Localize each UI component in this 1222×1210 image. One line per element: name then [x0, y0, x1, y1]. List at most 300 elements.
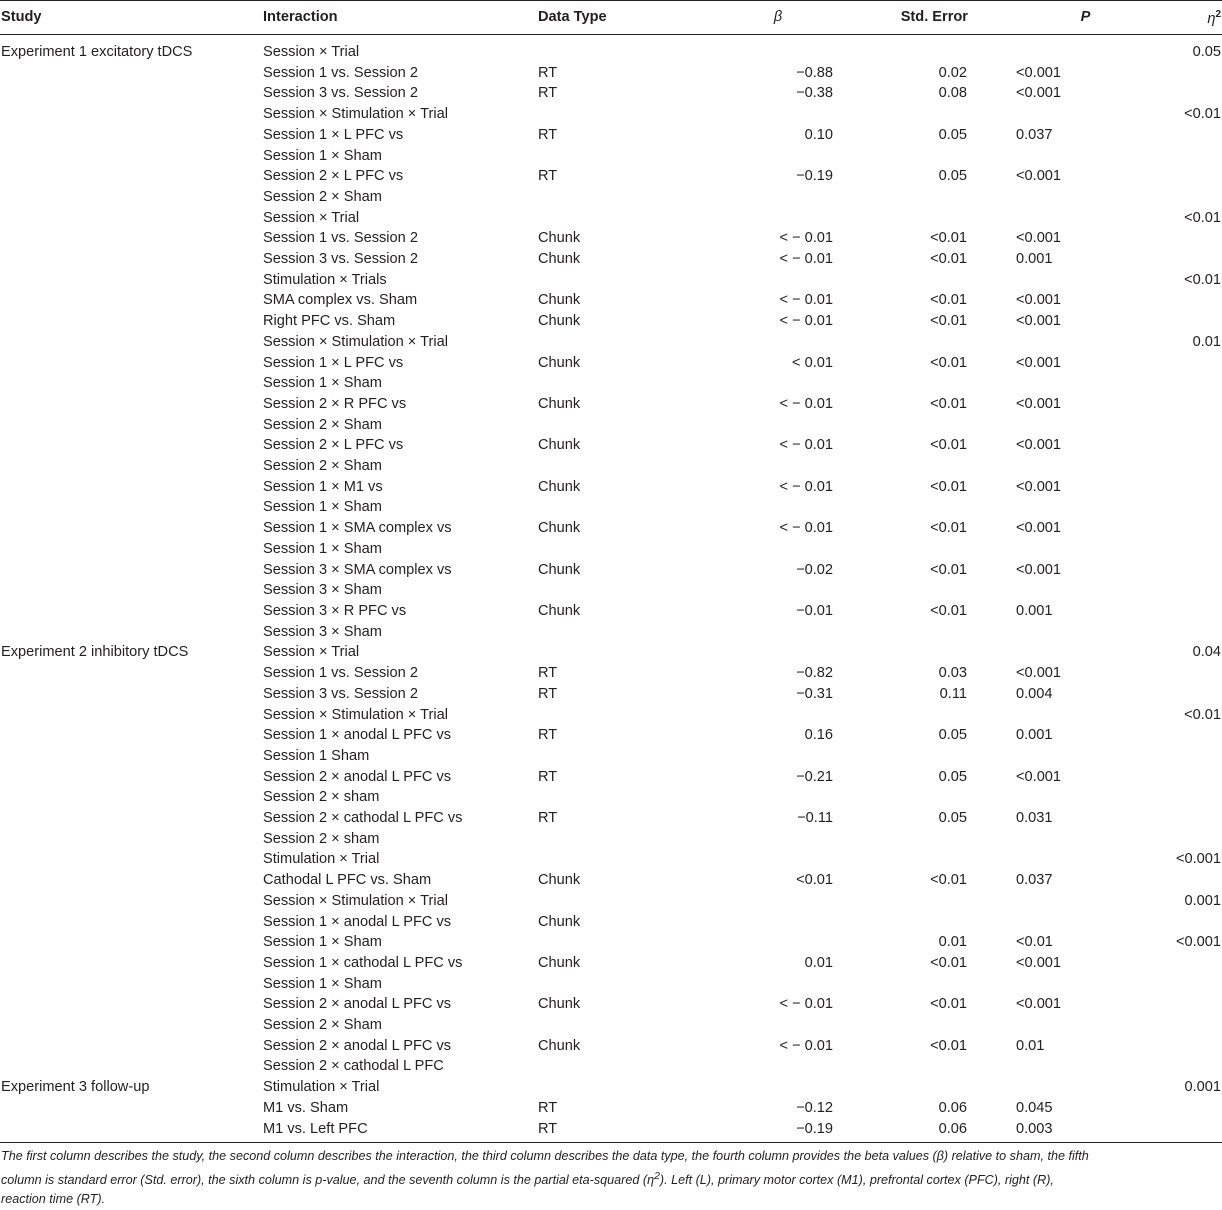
- cell-p-value: [978, 477, 1133, 498]
- cell-interaction: Session 1 × anodal L PFC vs: [263, 913, 452, 930]
- cell-eta-squared: 0.01: [1192, 333, 1221, 350]
- cell-p-value: [978, 787, 1133, 808]
- header-beta: β: [668, 1, 838, 35]
- table-row: [0, 642, 1222, 663]
- cell-p-value: [978, 705, 1133, 726]
- header-eta-symbol: η: [1207, 11, 1216, 28]
- cell-study: [0, 1015, 263, 1036]
- cell-std-error: <0.01: [930, 520, 967, 537]
- cell-beta: [668, 208, 838, 229]
- cell-study: [0, 622, 263, 643]
- cell-data-type: Chunk: [538, 437, 581, 454]
- cell-std-error: 0.06: [838, 1119, 978, 1143]
- cell-interaction: Session × Stimulation × Trial: [263, 106, 448, 123]
- cell-interaction: Session 1 × cathodal L PFC vs: [263, 954, 463, 971]
- cell-interaction: Session × Trial: [263, 644, 360, 661]
- cell-interaction: Session 1 × Sham: [263, 934, 382, 951]
- p-value-text: <0.001: [1016, 292, 1062, 309]
- cell-p-value: [978, 932, 1133, 953]
- cell-beta: [668, 497, 838, 518]
- cell-std-error: <0.01: [930, 602, 967, 619]
- cell-data-type: [538, 622, 668, 643]
- cell-study: Experiment 1 excitatory tDCS: [1, 44, 193, 60]
- cell-p-value: [978, 228, 1133, 249]
- cell-interaction: Session 1 × L PFC vs: [263, 126, 404, 143]
- cell-beta: [668, 974, 838, 995]
- cell-std-error: <0.01: [930, 478, 967, 495]
- cell-std-error: [838, 373, 978, 394]
- p-value-text: <0.001: [1016, 395, 1062, 412]
- cell-data-type: [538, 705, 668, 726]
- cell-std-error: [838, 332, 978, 353]
- cell-data-type: RT: [538, 168, 558, 185]
- cell-study: [0, 767, 263, 788]
- cell-beta: [668, 580, 838, 601]
- cell-study: [0, 663, 263, 684]
- cell-interaction: Session 2 × Sham: [263, 188, 382, 205]
- header-eta-superscript: 2: [1215, 9, 1221, 21]
- cell-std-error: <0.01: [930, 561, 967, 578]
- cell-p-value: [978, 539, 1133, 560]
- cell-study: [0, 849, 263, 870]
- cell-study: [0, 746, 263, 767]
- cell-interaction: Session 2 × cathodal L PFC: [263, 1058, 444, 1075]
- table-row: [0, 290, 1222, 311]
- table-row: [0, 560, 1222, 581]
- cell-eta-squared: [1133, 746, 1222, 767]
- cell-study: [0, 580, 263, 601]
- cell-p-value: [978, 663, 1133, 684]
- table-body: [0, 35, 1222, 1143]
- cell-eta-squared: [1133, 497, 1222, 518]
- cell-p-value: [978, 270, 1133, 291]
- p-value-text: <0.001: [1016, 168, 1062, 185]
- cell-beta: [668, 332, 838, 353]
- cell-std-error: [838, 1015, 978, 1036]
- cell-eta-squared: [1133, 663, 1222, 684]
- cell-eta-squared: [1133, 415, 1222, 436]
- p-value-text: <0.001: [1016, 85, 1062, 102]
- cell-study: [0, 353, 263, 374]
- cell-eta-squared: 0.05: [1192, 44, 1221, 60]
- cell-interaction: Session 1 × Sham: [263, 147, 382, 164]
- cell-beta: −0.02: [796, 561, 833, 578]
- p-value-text: <0.001: [1016, 561, 1062, 578]
- table-row: [0, 373, 1222, 394]
- cell-interaction: Session 2 × Sham: [263, 458, 382, 475]
- cell-p-value: [978, 560, 1133, 581]
- cell-std-error: 0.08: [938, 85, 967, 102]
- cell-data-type: RT: [538, 685, 558, 702]
- cell-interaction: Session 3 vs. Session 2: [263, 251, 418, 268]
- table-row: [0, 746, 1222, 767]
- cell-interaction: Session 1 × SMA complex vs: [263, 520, 452, 537]
- cell-eta-squared: [1133, 808, 1222, 829]
- cell-beta: [668, 456, 838, 477]
- cell-p-value: [978, 166, 1133, 187]
- cell-std-error: [838, 208, 978, 229]
- cell-interaction: Session 1 × M1 vs: [263, 478, 383, 495]
- cell-beta: −0.12: [796, 1099, 833, 1116]
- cell-study: [0, 912, 263, 933]
- cell-study: [0, 166, 263, 187]
- cell-eta-squared: [1133, 249, 1222, 270]
- header-interaction: Interaction: [263, 1, 538, 35]
- table-row: [0, 332, 1222, 353]
- cell-eta-squared: [1133, 953, 1222, 974]
- cell-interaction: Stimulation × Trial: [263, 851, 380, 868]
- cell-p-value: [978, 912, 1133, 933]
- cell-p-value: [978, 187, 1133, 208]
- table-row: [0, 953, 1222, 974]
- cell-study: [0, 415, 263, 436]
- cell-eta-squared: [1133, 1015, 1222, 1036]
- cell-p-value: [978, 353, 1133, 374]
- table-row: [0, 1056, 1222, 1077]
- cell-study: [0, 539, 263, 560]
- p-value-text: <0.001: [1016, 230, 1062, 247]
- p-value-text: 0.003: [1016, 1120, 1053, 1137]
- cell-data-type: [538, 849, 668, 870]
- cell-data-type: [538, 974, 668, 995]
- cell-study: [0, 249, 263, 270]
- p-value-text: <0.001: [1016, 665, 1062, 682]
- table-row: [0, 125, 1222, 146]
- cell-eta-squared: [1133, 394, 1222, 415]
- p-value-text: <0.001: [1016, 768, 1062, 785]
- cell-beta: [668, 35, 838, 63]
- cell-data-type: [538, 1015, 668, 1036]
- cell-beta: −0.11: [797, 810, 833, 827]
- cell-eta-squared: [1133, 125, 1222, 146]
- cell-interaction: Session 2 × Sham: [263, 1017, 382, 1034]
- cell-p-value: [978, 35, 1133, 63]
- cell-eta-squared: [1133, 83, 1222, 104]
- cell-study: [0, 187, 263, 208]
- cell-data-type: [538, 332, 668, 353]
- cell-p-value: [978, 994, 1133, 1015]
- cell-study: [0, 932, 263, 953]
- table-row: [0, 580, 1222, 601]
- cell-eta-squared: <0.01: [1184, 209, 1221, 226]
- cell-data-type: Chunk: [538, 561, 581, 578]
- cell-data-type: RT: [538, 1119, 668, 1143]
- cell-study: [0, 787, 263, 808]
- cell-interaction: Session 1 × Sham: [263, 975, 382, 992]
- cell-eta-squared: [1133, 456, 1222, 477]
- cell-beta: −0.31: [796, 685, 833, 702]
- cell-beta: [668, 622, 838, 643]
- cell-study: [0, 1098, 263, 1119]
- cell-study: Experiment 2 inhibitory tDCS: [1, 644, 189, 661]
- cell-eta-squared: [1133, 1056, 1222, 1077]
- cell-interaction: Session 1 × Sham: [263, 540, 382, 557]
- cell-beta: −0.19: [796, 168, 833, 185]
- cell-beta: [668, 1056, 838, 1077]
- cell-std-error: [838, 622, 978, 643]
- table-row: [0, 35, 1222, 63]
- cell-beta: [668, 539, 838, 560]
- cell-interaction: Session × Stimulation × Trial: [263, 706, 448, 723]
- cell-eta-squared: [1133, 187, 1222, 208]
- table-row: [0, 891, 1222, 912]
- cell-study: [0, 394, 263, 415]
- cell-study: [0, 684, 263, 705]
- table-row: [0, 518, 1222, 539]
- cell-eta-squared: [1133, 539, 1222, 560]
- footnote-text-part1: The first column describes the study, the second column describes the interaction, the third column describes the data type, the fourth column provides the beta values (β) relative to sham, the fifth column is standard error (Std. error), the sixth column is p-value, and the seventh column is the partial eta-squared (η: [1, 1149, 1089, 1187]
- table-row: [0, 974, 1222, 995]
- cell-data-type: [538, 270, 668, 291]
- cell-p-value: [978, 746, 1133, 767]
- cell-std-error: [838, 1056, 978, 1077]
- cell-p-value: [978, 290, 1133, 311]
- cell-interaction: Session 2 × anodal L PFC vs: [263, 1037, 452, 1054]
- table-row: [0, 1036, 1222, 1057]
- cell-p-value: [978, 311, 1133, 332]
- table-row: [0, 270, 1222, 291]
- cell-eta-squared: [1133, 166, 1222, 187]
- table-row: [0, 104, 1222, 125]
- cell-data-type: [538, 580, 668, 601]
- cell-beta: [668, 146, 838, 167]
- cell-eta-squared: [1133, 580, 1222, 601]
- cell-std-error: 0.03: [938, 665, 967, 682]
- cell-study: [0, 994, 263, 1015]
- cell-data-type: Chunk: [538, 872, 581, 889]
- cell-beta: [668, 849, 838, 870]
- cell-beta: −0.82: [796, 665, 833, 682]
- cell-eta-squared: [1133, 622, 1222, 643]
- cell-eta-squared: [1133, 435, 1222, 456]
- cell-study: [0, 497, 263, 518]
- cell-beta: < − 0.01: [779, 996, 833, 1013]
- cell-study: [0, 1056, 263, 1077]
- cell-std-error: <0.01: [930, 251, 967, 268]
- cell-study: [0, 953, 263, 974]
- cell-eta-squared: [1133, 290, 1222, 311]
- cell-eta-squared: [1133, 787, 1222, 808]
- cell-std-error: <0.01: [930, 437, 967, 454]
- cell-study: [0, 601, 263, 622]
- cell-eta-squared: [1133, 870, 1222, 891]
- cell-eta-squared: [1133, 373, 1222, 394]
- cell-data-type: [538, 932, 668, 953]
- table-row: [0, 435, 1222, 456]
- p-value-text: <0.001: [1016, 996, 1062, 1013]
- header-row: [0, 1, 1222, 35]
- cell-std-error: 0.06: [938, 1099, 967, 1116]
- cell-study: Experiment 3 follow-up: [1, 1079, 150, 1096]
- cell-std-error: <0.01: [930, 954, 967, 971]
- cell-p-value: [978, 1056, 1133, 1077]
- cell-p-value: [978, 394, 1133, 415]
- cell-eta-squared: [1133, 1098, 1222, 1119]
- cell-data-type: Chunk: [538, 395, 581, 412]
- cell-study: [0, 518, 263, 539]
- cell-study: [0, 373, 263, 394]
- cell-beta: [668, 746, 838, 767]
- cell-data-type: [538, 146, 668, 167]
- cell-interaction: Session 3 vs. Session 2: [263, 85, 418, 102]
- cell-data-type: [538, 456, 668, 477]
- cell-interaction: Session 3 × SMA complex vs: [263, 561, 452, 578]
- footnote-text-part2: ). Left (L), primary motor cortex (M1), prefrontal cortex (PFC), right (R), reaction time (RT).: [1, 1172, 1054, 1207]
- cell-std-error: 0.01: [938, 934, 967, 951]
- table-row: [0, 228, 1222, 249]
- cell-study: [0, 974, 263, 995]
- cell-eta-squared: 0.001: [1184, 892, 1221, 909]
- cell-beta: [668, 891, 838, 912]
- table-row: [0, 1077, 1222, 1098]
- cell-std-error: [838, 787, 978, 808]
- cell-study: [0, 705, 263, 726]
- table-row: [0, 601, 1222, 622]
- cell-data-type: RT: [538, 1099, 558, 1116]
- cell-std-error: 0.05: [938, 168, 967, 185]
- cell-std-error: <0.01: [930, 872, 967, 889]
- cell-p-value: [978, 580, 1133, 601]
- cell-std-error: [838, 849, 978, 870]
- cell-std-error: [838, 456, 978, 477]
- p-value-text: 0.037: [1016, 126, 1053, 143]
- cell-interaction: Session 1 vs. Session 2: [263, 665, 418, 682]
- p-value-text: 0.001: [1016, 727, 1053, 744]
- cell-std-error: [838, 891, 978, 912]
- p-value-text: <0.001: [1016, 478, 1062, 495]
- cell-p-value: [978, 497, 1133, 518]
- cell-data-type: Chunk: [538, 954, 581, 971]
- cell-interaction: Session 3 × R PFC vs: [263, 602, 407, 619]
- table-row: [0, 725, 1222, 746]
- cell-study: [0, 290, 263, 311]
- table-row: [0, 684, 1222, 705]
- table-row: [0, 539, 1222, 560]
- cell-std-error: [838, 104, 978, 125]
- cell-data-type: RT: [538, 768, 558, 785]
- cell-beta: 0.01: [804, 954, 833, 971]
- cell-data-type: [538, 829, 668, 850]
- cell-interaction: Session 2 × sham: [263, 830, 380, 847]
- table-row: [0, 1015, 1222, 1036]
- cell-beta: −0.19: [668, 1119, 838, 1143]
- p-value-text: <0.001: [1016, 354, 1062, 371]
- p-value-text: 0.001: [1016, 602, 1053, 619]
- cell-interaction: Session × Trial: [263, 44, 360, 60]
- p-value-text: <0.001: [1016, 954, 1062, 971]
- cell-study: [0, 228, 263, 249]
- cell-p-value: [978, 208, 1133, 229]
- cell-data-type: Chunk: [538, 1037, 581, 1054]
- cell-std-error: <0.01: [930, 1037, 967, 1054]
- cell-study: [0, 146, 263, 167]
- cell-data-type: Chunk: [538, 251, 581, 268]
- cell-std-error: 0.05: [938, 768, 967, 785]
- cell-eta-squared: [1133, 994, 1222, 1015]
- p-value-text: <0.001: [1016, 313, 1062, 330]
- cell-beta: 0.16: [804, 727, 833, 744]
- cell-interaction: Session × Stimulation × Trial: [263, 333, 448, 350]
- cell-data-type: Chunk: [538, 354, 581, 371]
- table-row: [0, 994, 1222, 1015]
- cell-beta: [668, 373, 838, 394]
- p-value-text: 0.037: [1016, 872, 1053, 889]
- table-row: [0, 705, 1222, 726]
- cell-std-error: [838, 746, 978, 767]
- cell-std-error: <0.01: [930, 292, 967, 309]
- table-row: [0, 208, 1222, 229]
- cell-interaction: Stimulation × Trial: [263, 1079, 380, 1096]
- cell-p-value: [978, 373, 1133, 394]
- table-row: [0, 808, 1222, 829]
- cell-std-error: [838, 415, 978, 436]
- cell-data-type: [538, 539, 668, 560]
- cell-eta-squared: [1133, 974, 1222, 995]
- cell-p-value: [978, 974, 1133, 995]
- cell-beta: < − 0.01: [779, 251, 833, 268]
- table-row: [0, 663, 1222, 684]
- cell-data-type: Chunk: [538, 996, 581, 1013]
- table-row: [0, 1098, 1222, 1119]
- cell-study: [0, 725, 263, 746]
- cell-p-value: [978, 1077, 1133, 1098]
- cell-data-type: RT: [538, 727, 558, 744]
- cell-interaction: Session 3 × Sham: [263, 582, 382, 599]
- cell-p-value: [978, 1119, 1133, 1143]
- cell-p-value: [978, 1015, 1133, 1036]
- cell-data-type: Chunk: [538, 230, 581, 247]
- cell-eta-squared: [1133, 684, 1222, 705]
- cell-eta-squared: [1133, 1119, 1222, 1143]
- cell-interaction: Session 1 × Sham: [263, 499, 382, 516]
- cell-std-error: [838, 146, 978, 167]
- p-value-text: 0.001: [1016, 251, 1053, 268]
- cell-beta: [668, 415, 838, 436]
- cell-study: [0, 560, 263, 581]
- table-row: [0, 311, 1222, 332]
- cell-beta: [668, 787, 838, 808]
- cell-beta: −0.38: [796, 85, 833, 102]
- p-value-text: <0.001: [1016, 437, 1062, 454]
- cell-std-error: <0.01: [930, 313, 967, 330]
- cell-p-value: [978, 332, 1133, 353]
- cell-std-error: 0.05: [938, 727, 967, 744]
- cell-interaction: Session 3 × Sham: [263, 623, 382, 640]
- cell-p-value: [978, 829, 1133, 850]
- cell-eta-squared: [1133, 912, 1222, 933]
- table-row: [0, 83, 1222, 104]
- cell-interaction: Session 1 Sham: [263, 747, 370, 764]
- cell-study: [0, 104, 263, 125]
- cell-interaction: Session 2 × sham: [263, 789, 380, 806]
- cell-study: [0, 829, 263, 850]
- cell-interaction: Session 2 × L PFC vs: [263, 437, 404, 454]
- cell-std-error: <0.01: [930, 996, 967, 1013]
- cell-std-error: <0.01: [930, 354, 967, 371]
- cell-data-type: [538, 104, 668, 125]
- cell-std-error: <0.01: [930, 230, 967, 247]
- cell-data-type: [538, 415, 668, 436]
- cell-p-value: [978, 435, 1133, 456]
- cell-std-error: 0.11: [939, 685, 967, 702]
- header-p-value: P: [978, 1, 1133, 35]
- cell-interaction: Stimulation × Trials: [263, 271, 387, 288]
- p-value-text: <0.01: [1016, 934, 1053, 951]
- cell-beta: < − 0.01: [779, 230, 833, 247]
- cell-data-type: [538, 787, 668, 808]
- cell-eta-squared: [1133, 146, 1222, 167]
- cell-p-value: [978, 1036, 1133, 1057]
